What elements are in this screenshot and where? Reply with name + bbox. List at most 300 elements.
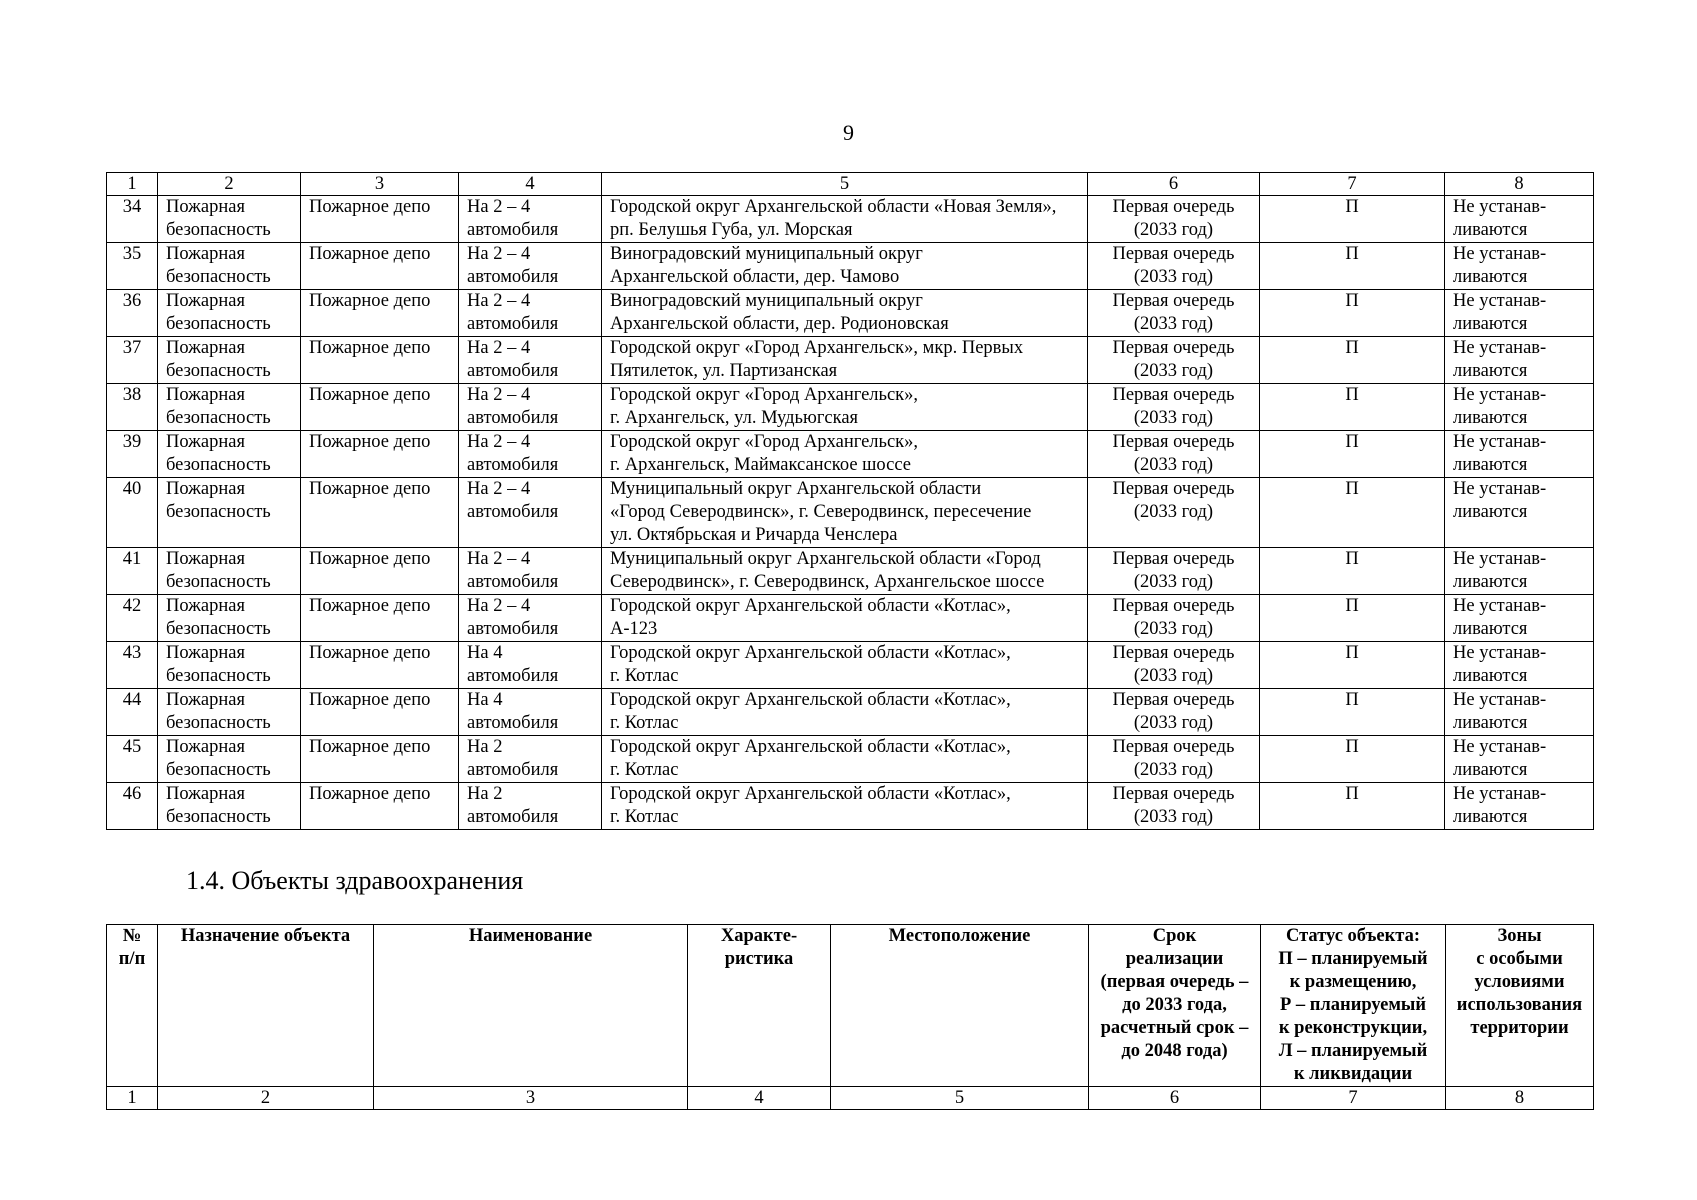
column-number: 8 [1446, 1087, 1594, 1110]
column-header-text: к ликвидации [1293, 1064, 1413, 1084]
location-text: «Город Северодвинск», г. Северодвинск, пересечение [610, 502, 1032, 522]
zones-cell [1445, 384, 1594, 431]
status-cell: П [1260, 431, 1445, 478]
location-text: Городской округ Архангельской области «Котлас», [610, 784, 1011, 804]
column-header-text: с особыми [1476, 949, 1563, 969]
location-text: г. Котлас [610, 760, 679, 780]
column-number-row [107, 1087, 1594, 1110]
column-header [1089, 925, 1261, 1087]
name-cell: Пожарное депо [301, 642, 459, 689]
purpose-text: безопасность [166, 760, 271, 780]
location-text: Архангельской области, дер. Чамово [610, 267, 900, 287]
table-row [107, 478, 1594, 548]
zones-cell [1445, 431, 1594, 478]
name-cell: Пожарное депо [301, 548, 459, 595]
purpose-cell [158, 431, 301, 478]
status-cell: П [1260, 689, 1445, 736]
purpose-text: безопасность [166, 502, 271, 522]
status-cell: П [1260, 548, 1445, 595]
purpose-text: безопасность [166, 408, 271, 428]
characteristic-text: На 2 – 4 [467, 244, 531, 264]
term-cell [1088, 595, 1260, 642]
term-cell [1088, 384, 1260, 431]
purpose-text: Пожарная [166, 291, 246, 311]
purpose-text: Пожарная [166, 197, 246, 217]
purpose-text: безопасность [166, 572, 271, 592]
column-number: 7 [1261, 1087, 1446, 1110]
purpose-text: безопасность [166, 666, 271, 686]
term-text: (2033 год) [1133, 666, 1214, 686]
name-cell: Пожарное депо [301, 736, 459, 783]
characteristic-text: автомобиля [467, 807, 559, 827]
characteristic-cell [459, 783, 602, 830]
column-header-text: Зоны [1497, 926, 1542, 946]
characteristic-cell [459, 431, 602, 478]
column-header-text: использования [1456, 995, 1583, 1015]
zones-text: Не устанав- [1453, 479, 1547, 499]
location-text: Городской округ Архангельской области «Новая Земля», [610, 197, 1057, 217]
zones-cell [1445, 736, 1594, 783]
column-header [688, 925, 831, 1087]
column-header-text: П – планируемый [1278, 949, 1428, 969]
term-cell [1088, 783, 1260, 830]
zones-text: ливаются [1453, 807, 1528, 827]
zones-cell [1445, 783, 1594, 830]
term-text: (2033 год) [1133, 619, 1214, 639]
status-cell: П [1260, 243, 1445, 290]
location-text: Архангельской области, дер. Родионовская [610, 314, 949, 334]
characteristic-text: автомобиля [467, 220, 559, 240]
purpose-text: Пожарная [166, 244, 246, 264]
characteristic-cell [459, 196, 602, 243]
term-text: (2033 год) [1133, 572, 1214, 592]
location-cell [602, 689, 1088, 736]
column-header-text: к размещению, [1289, 972, 1417, 992]
row-number: 37 [107, 337, 158, 384]
purpose-text: безопасность [166, 619, 271, 639]
column-header [831, 925, 1089, 1087]
term-text: (2033 год) [1133, 455, 1214, 475]
zones-text: ливаются [1453, 314, 1528, 334]
status-cell: П [1260, 642, 1445, 689]
column-header-text: Назначение объекта [180, 926, 351, 946]
characteristic-text: На 4 [467, 643, 503, 663]
name-cell: Пожарное депо [301, 478, 459, 548]
term-text: Первая очередь [1112, 432, 1235, 452]
zones-text: ливаются [1453, 408, 1528, 428]
column-header-text: Р – планируемый [1279, 995, 1427, 1015]
characteristic-text: На 2 [467, 784, 503, 804]
page-number: 9 [843, 120, 854, 145]
column-header [107, 925, 158, 1087]
purpose-cell [158, 689, 301, 736]
location-text: г. Котлас [610, 713, 679, 733]
table-row [107, 783, 1594, 830]
location-cell [602, 736, 1088, 783]
characteristic-text: На 2 – 4 [467, 596, 531, 616]
zones-text: ливаются [1453, 760, 1528, 780]
term-text: Первая очередь [1112, 244, 1235, 264]
row-number: 45 [107, 736, 158, 783]
term-cell [1088, 243, 1260, 290]
purpose-text: Пожарная [166, 643, 246, 663]
characteristic-cell [459, 478, 602, 548]
purpose-text: Пожарная [166, 549, 246, 569]
column-header-text: условиями [1474, 972, 1565, 992]
zones-text: ливаются [1453, 502, 1528, 522]
purpose-text: безопасность [166, 314, 271, 334]
zones-text: ливаются [1453, 455, 1528, 475]
column-number: 7 [1260, 173, 1445, 196]
table-row [107, 290, 1594, 337]
table-row [107, 736, 1594, 783]
term-text: Первая очередь [1112, 690, 1235, 710]
zones-text: ливаются [1453, 572, 1528, 592]
column-number: 1 [107, 173, 158, 196]
row-number: 38 [107, 384, 158, 431]
characteristic-cell [459, 642, 602, 689]
zones-text: Не устанав- [1453, 549, 1547, 569]
table-row [107, 384, 1594, 431]
zones-text: Не устанав- [1453, 784, 1547, 804]
column-header-text: Статус объекта: [1286, 926, 1420, 946]
name-cell: Пожарное депо [301, 337, 459, 384]
purpose-text: безопасность [166, 361, 271, 381]
characteristic-cell [459, 290, 602, 337]
row-number: 43 [107, 642, 158, 689]
characteristic-text: На 2 – 4 [467, 385, 531, 405]
name-cell: Пожарное депо [301, 196, 459, 243]
term-cell [1088, 431, 1260, 478]
purpose-text: Пожарная [166, 338, 246, 358]
term-text: Первая очередь [1112, 385, 1235, 405]
healthcare-table [106, 924, 1594, 1110]
column-header-text: № [122, 926, 142, 946]
column-number: 6 [1089, 1087, 1261, 1110]
location-text: Городской округ «Город Архангельск», [610, 432, 919, 452]
purpose-text: Пожарная [166, 385, 246, 405]
term-cell [1088, 548, 1260, 595]
status-cell: П [1260, 595, 1445, 642]
column-header-text: до 2048 года) [1121, 1041, 1228, 1061]
purpose-text: Пожарная [166, 479, 246, 499]
row-number: 46 [107, 783, 158, 830]
characteristic-text: автомобиля [467, 572, 559, 592]
location-text: А-123 [610, 619, 658, 639]
zones-text: ливаются [1453, 220, 1528, 240]
zones-text: ливаются [1453, 361, 1528, 381]
zones-text: Не устанав- [1453, 432, 1547, 452]
zones-cell [1445, 243, 1594, 290]
purpose-text: Пожарная [166, 432, 246, 452]
location-text: Виноградовский муниципальный округ [610, 291, 923, 311]
column-number: 8 [1445, 173, 1594, 196]
location-cell [602, 431, 1088, 478]
characteristic-text: На 2 – 4 [467, 338, 531, 358]
location-cell [602, 478, 1088, 548]
purpose-cell [158, 783, 301, 830]
name-cell: Пожарное депо [301, 384, 459, 431]
characteristic-text: автомобиля [467, 314, 559, 334]
location-text: ул. Октябрьская и Ричарда Ченслера [610, 525, 898, 545]
term-cell [1088, 689, 1260, 736]
location-text: рп. Белушья Губа, ул. Морская [610, 220, 853, 240]
column-number: 1 [107, 1087, 158, 1110]
location-text: Городской округ «Город Архангельск», [610, 385, 919, 405]
purpose-cell [158, 337, 301, 384]
term-text: (2033 год) [1133, 760, 1214, 780]
zones-text: Не устанав- [1453, 385, 1547, 405]
characteristic-text: автомобиля [467, 361, 559, 381]
term-cell [1088, 337, 1260, 384]
purpose-cell [158, 548, 301, 595]
characteristic-text: На 2 – 4 [467, 197, 531, 217]
term-cell [1088, 290, 1260, 337]
term-text: (2033 год) [1133, 314, 1214, 334]
zones-cell [1445, 290, 1594, 337]
zones-text: Не устанав- [1453, 643, 1547, 663]
location-cell [602, 642, 1088, 689]
row-number: 36 [107, 290, 158, 337]
term-cell [1088, 196, 1260, 243]
term-text: Первая очередь [1112, 291, 1235, 311]
zones-text: Не устанав- [1453, 737, 1547, 757]
term-text: Первая очередь [1112, 479, 1235, 499]
row-number: 34 [107, 196, 158, 243]
row-number: 44 [107, 689, 158, 736]
location-cell [602, 196, 1088, 243]
term-text: Первая очередь [1112, 737, 1235, 757]
column-header-text: расчетный срок – [1100, 1018, 1249, 1038]
column-header-text: реализации [1125, 949, 1224, 969]
characteristic-cell [459, 548, 602, 595]
column-header [374, 925, 688, 1087]
zones-text: Не устанав- [1453, 690, 1547, 710]
purpose-cell [158, 290, 301, 337]
zones-text: Не устанав- [1453, 338, 1547, 358]
row-number: 40 [107, 478, 158, 548]
column-header [158, 925, 374, 1087]
characteristic-cell [459, 384, 602, 431]
term-cell [1088, 736, 1260, 783]
characteristic-cell [459, 243, 602, 290]
purpose-text: безопасность [166, 713, 271, 733]
term-text: Первая очередь [1112, 338, 1235, 358]
column-header [1261, 925, 1446, 1087]
location-cell [602, 548, 1088, 595]
characteristic-text: автомобиля [467, 760, 559, 780]
column-number: 2 [158, 173, 301, 196]
purpose-text: безопасность [166, 807, 271, 827]
location-text: Муниципальный округ Архангельской области «Город [610, 549, 1041, 569]
purpose-cell [158, 642, 301, 689]
characteristic-text: автомобиля [467, 408, 559, 428]
location-text: Городской округ «Город Архангельск», мкр. Первых [610, 338, 1024, 358]
location-text: Муниципальный округ Архангельской области [610, 479, 982, 499]
term-text: Первая очередь [1112, 549, 1235, 569]
section-title: 1.4. Объекты здравоохранения [186, 866, 524, 895]
column-header-text: до 2033 года, [1122, 995, 1227, 1015]
purpose-cell [158, 478, 301, 548]
term-text: (2033 год) [1133, 220, 1214, 240]
location-cell [602, 595, 1088, 642]
status-cell: П [1260, 337, 1445, 384]
purpose-cell [158, 736, 301, 783]
table-row [107, 337, 1594, 384]
table-row [107, 548, 1594, 595]
zones-cell [1445, 478, 1594, 548]
location-text: Пятилеток, ул. Партизанская [610, 361, 838, 381]
fire-safety-table [106, 172, 1594, 830]
purpose-text: Пожарная [166, 596, 246, 616]
column-header-text: Л – планируемый [1278, 1041, 1428, 1061]
characteristic-text: автомобиля [467, 619, 559, 639]
row-number: 35 [107, 243, 158, 290]
zones-text: Не устанав- [1453, 596, 1547, 616]
column-number: 5 [831, 1087, 1089, 1110]
status-cell: П [1260, 196, 1445, 243]
column-header-text: территории [1470, 1018, 1569, 1038]
location-text: г. Котлас [610, 807, 679, 827]
location-cell [602, 290, 1088, 337]
term-text: (2033 год) [1133, 502, 1214, 522]
zones-cell [1445, 642, 1594, 689]
table-row [107, 431, 1594, 478]
table-row [107, 689, 1594, 736]
characteristic-text: На 2 – 4 [467, 432, 531, 452]
characteristic-cell [459, 689, 602, 736]
header-row [107, 925, 1594, 1087]
column-number: 4 [459, 173, 602, 196]
characteristic-text: автомобиля [467, 502, 559, 522]
term-text: (2033 год) [1133, 807, 1214, 827]
row-number: 42 [107, 595, 158, 642]
column-number: 6 [1088, 173, 1260, 196]
purpose-text: Пожарная [166, 784, 246, 804]
row-number: 39 [107, 431, 158, 478]
column-number: 2 [158, 1087, 374, 1110]
name-cell: Пожарное депо [301, 783, 459, 830]
location-cell [602, 337, 1088, 384]
zones-text: ливаются [1453, 713, 1528, 733]
zones-text: ливаются [1453, 619, 1528, 639]
characteristic-cell [459, 595, 602, 642]
term-text: Первая очередь [1112, 596, 1235, 616]
status-cell: П [1260, 736, 1445, 783]
term-text: (2033 год) [1133, 361, 1214, 381]
name-cell: Пожарное депо [301, 689, 459, 736]
purpose-text: Пожарная [166, 690, 246, 710]
purpose-cell [158, 196, 301, 243]
location-cell [602, 384, 1088, 431]
column-number-row [107, 173, 1594, 196]
name-cell: Пожарное депо [301, 290, 459, 337]
characteristic-text: автомобиля [467, 666, 559, 686]
characteristic-cell [459, 736, 602, 783]
column-number: 4 [688, 1087, 831, 1110]
zones-text: Не устанав- [1453, 291, 1547, 311]
location-text: Городской округ Архангельской области «Котлас», [610, 690, 1011, 710]
characteristic-text: На 2 – 4 [467, 549, 531, 569]
status-cell: П [1260, 384, 1445, 431]
characteristic-text: На 2 [467, 737, 503, 757]
characteristic-text: автомобиля [467, 713, 559, 733]
zones-cell [1445, 548, 1594, 595]
column-header-text: Местоположение [888, 926, 1031, 946]
column-header-text: ристика [724, 949, 794, 969]
column-header-text: к реконструкции, [1278, 1018, 1428, 1038]
purpose-cell [158, 595, 301, 642]
column-number: 5 [602, 173, 1088, 196]
term-cell [1088, 642, 1260, 689]
characteristic-text: автомобиля [467, 455, 559, 475]
term-text: Первая очередь [1112, 197, 1235, 217]
term-text: Первая очередь [1112, 643, 1235, 663]
term-text: (2033 год) [1133, 713, 1214, 733]
location-text: г. Котлас [610, 666, 679, 686]
zones-cell [1445, 689, 1594, 736]
name-cell: Пожарное депо [301, 595, 459, 642]
term-cell [1088, 478, 1260, 548]
table-row [107, 196, 1594, 243]
zones-text: ливаются [1453, 267, 1528, 287]
zones-text: Не устанав- [1453, 197, 1547, 217]
table-row [107, 642, 1594, 689]
zones-cell [1445, 196, 1594, 243]
location-text: Городской округ Архангельской области «Котлас», [610, 596, 1011, 616]
purpose-cell [158, 384, 301, 431]
column-header [1446, 925, 1594, 1087]
name-cell: Пожарное депо [301, 431, 459, 478]
column-header-text: (первая очередь – [1100, 972, 1249, 992]
column-header-text: п/п [118, 949, 146, 969]
column-header-text: Срок [1152, 926, 1197, 946]
purpose-text: безопасность [166, 455, 271, 475]
characteristic-text: На 2 – 4 [467, 479, 531, 499]
location-cell [602, 243, 1088, 290]
zones-cell [1445, 595, 1594, 642]
location-text: Городской округ Архангельской области «Котлас», [610, 643, 1011, 663]
characteristic-text: На 2 – 4 [467, 291, 531, 311]
characteristic-text: автомобиля [467, 267, 559, 287]
zones-cell [1445, 337, 1594, 384]
characteristic-text: На 4 [467, 690, 503, 710]
name-cell: Пожарное депо [301, 243, 459, 290]
status-cell: П [1260, 783, 1445, 830]
term-text: (2033 год) [1133, 408, 1214, 428]
purpose-text: Пожарная [166, 737, 246, 757]
table-row [107, 243, 1594, 290]
purpose-text: безопасность [166, 220, 271, 240]
row-number: 41 [107, 548, 158, 595]
column-number: 3 [301, 173, 459, 196]
location-text: Северодвинск», г. Северодвинск, Архангельское шоссе [610, 572, 1045, 592]
location-text: г. Архангельск, ул. Мудьюгская [610, 408, 859, 428]
term-text: (2033 год) [1133, 267, 1214, 287]
location-cell [602, 783, 1088, 830]
term-text: Первая очередь [1112, 784, 1235, 804]
table-row [107, 595, 1594, 642]
column-number: 3 [374, 1087, 688, 1110]
location-text: Городской округ Архангельской области «Котлас», [610, 737, 1011, 757]
status-cell: П [1260, 478, 1445, 548]
characteristic-cell [459, 337, 602, 384]
purpose-text: безопасность [166, 267, 271, 287]
zones-text: ливаются [1453, 666, 1528, 686]
purpose-cell [158, 243, 301, 290]
zones-text: Не устанав- [1453, 244, 1547, 264]
location-text: г. Архангельск, Маймаксанское шоссе [610, 455, 911, 475]
